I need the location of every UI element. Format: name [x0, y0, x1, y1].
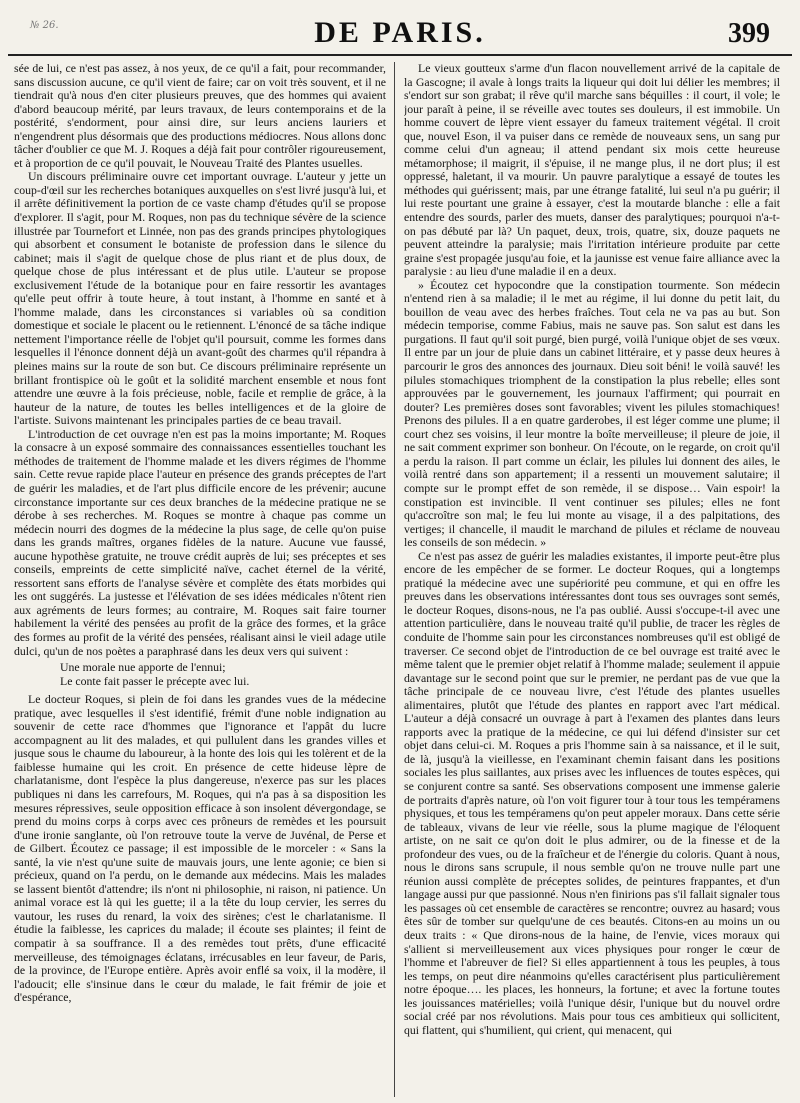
page-header	[8, 12, 792, 56]
paragraph: Ce n'est pas assez de guérir les maladies existantes, il importe peut-être plus encore de les empêcher de se former. Le docteur Roques, qui a longtemps pratiqué la médecine avec une supériorité peu commune, et qui en offre les preuves dans les observations intéressantes dont tous ses ouvrages sont semés, le docteur Roques, disons-nous, ne l'a pas oublié. Aussi s'occupe-t-il avec une attention particulière, dans le nouveau traité qu'il publie, de tracer les règles de conduite de l'homme sain pour les circonstances nombreuses qu'il est obligé de traverser. Ce second objet de l'introduction de ce bel ouvrage est traité avec le même talent que le premier objet relatif à l'homme malade; seulement il appuie davantage sur le second point que sur le premier, ne perdant pas de vue que la tâche principale de ce nouveau livre, c'est l'étude des plantes usuelles alimentaires, plutôt que l'étude des plantes en rapport avec l'art médical. L'auteur a déjà consacré un ouvrage à part à l'examen des plantes dans leurs rapports avec la pratique de la médecine, ce qui lui défend d'insister sur cet objet dans celui-ci. M. Roques a pris l'homme sain à sa naissance, et il le suit, de là, jusqu'à la vieillesse, en l'examinant chemin faisant dans les positions sociales les plus saillantes, aux prises avec les influences de toutes espèces, qui se conjurent contre sa santé. Ses observations composent une immense galerie de portraits d'après nature, où l'on voit figurer tour à tour tous les tempéramens physiques, et tous les tempéramens qu'on peut appeler moraux. Dans cette série de tableaux, vivans de leur vie réelle, sous la plume magique de l'éloquent artiste, on ne sait ce qu'on doit le plus admirer, ou de la finesse et de la profondeur des vues, ou de la fraîcheur et de l'énergie du coloris. Quant à nous, nous le dirons sans scrupule, il nous semble qu'on ne trouve nulle part une réunion aussi complète de préceptes solides, de peintures frappantes, et d'un langage aussi pur que passionné. Nous n'en finirions pas s'il fallait signaler tous les passages où cet ensemble de caractères se rencontre; ouvrez au hasard; vous êtes sûr de tomber sur quelqu'une de ces beautés. Citons-en au moins un ou deux traits : « Que dirons-nous de la haine, de l'envie, vices moraux qui s'allient si merveilleusement aux vices physiques pour ronger le cœur de l'homme et l'abreuver de fiel? Si elles appartiennent à tous les peuples, à tous les temps, on peut dire néanmoins qu'elles caractérisent plus particulièrement notre époque…. les places, les honneurs, la fortune; et avec la fortune toutes les jouissances matérielles; voilà l'unique désir, l'unique but du nouvel ordre social créé par nos révolutions. Mais pour tous ces ambitieux qui sollicitent, qui flattent, qui s'humilient, qui crient, qui menacent, qui	[404, 548, 780, 1037]
page-number: 399	[728, 18, 770, 49]
issue-number: № 26.	[30, 20, 59, 31]
masthead-title: DE PARIS.	[314, 16, 486, 49]
paragraph: Le docteur Roques, si plein de foi dans les grandes vues de la médecine pratique, avec lesquelles il s'est identifié, frémit d'une noble indignation au souvenir de cette race d'hommes que l'ignorance et l'appât du lucre accompagnent au lit des malades, et qui pullulent dans les grandes villes et jusque sous le chaume du laboureur, à la honte des lois qui les tolèrent et de la faiblesse humaine qui les croit. En présence de cette hideuse lèpre de charlatanisme, dont l'espèce la plus dangereuse, n'exerce pas sur les places publiques ni dans les carrefours, M. Roques, qui n'a pas à sa disposition les mesures répressives, seule opposition efficace à son insolent dévergondage, se prend du moins corps à corps avec ces prôneurs de remèdes et les poursuit d'une ironie sanglante, où l'on retrouve toute la verve de Juvénal, de Perse et de Gilbert. Écoutez ce passage; il est impossible de le morceler : « Sans la santé, la vie n'est qu'une suite de mauvais jours, une lente agonie; ce bien si précieux, quand on l'a perdu, on le demande aux médecins. Mais les malades se lassent bientôt d'attendre; ils n'ont ni philosophie, ni raison, ni patience. Un animal vorace est là qui les guette; il a la tête du loup cervier, les serres du vautour, les ruses du renard, la voix des sirènes; c'est le charlatanisme. Il étudie la faiblesse, les caprices du malade; il écoute ses plaintes; il feint de compatir à sa souffrance. Il a des remèdes tout prêts, d'une efficacité merveilleuse, des témoignages éclatans, irrécusables en leur faveur, de Paris, de la province, de l'Europe entière. Après avoir enflé sa voix, il la modère, il l'adoucit; elle s'insinue dans le cœur du malade, le fait frémir de joie et d'espérance,	[14, 692, 386, 1005]
column-divider	[394, 62, 395, 1097]
left-column	[14, 62, 386, 1097]
paragraph: Le vieux goutteux s'arme d'un flacon nouvellement arrivé de la capitale de la Gascogne; il avale à longs traits la liqueur qui doit lui délier les membres; il s'endort sur son grabat; il rêve qu'il marche sans béquilles : il court, il vole; le jour paraît à peine, il se réveille avec toutes ses douleurs, il est immobile. Un homme couvert de lèpre vient essayer du fameux traitement végétal. Il croit que, nouvel Eson, il va puiser dans ce remède de nouveaux sens, un sang pur comme celui d'un agneau; il attend pendant six mois cette heureuse métamorphose; il maigrit, il s'épuise, il ne mange plus, il ne dort plus; il est oppressé, haletant, il va mourir. Un pauvre paralytique a essayé de toutes les méthodes qui guérissent; mais, par une étrange fatalité, lui seul n'a pu guérir; il lui reste pourtant une graine à essayer, c'est la moutarde blanche : elle a fait entendre des sourds, parler des muets, danser des paralytiques; pourquoi n'a-t-on pas débuté par là? Un paquet, deux, trois, quatre, six, douze paquets ne peuvent atteindre la paralysie; mais l'irritation intérieure produite par cette graine s'est propagée jusqu'au foie, et la jaunisse est venue faire alliance avec la paralysie : au lieu d'une maladie il en a deux.	[404, 62, 780, 279]
right-column	[404, 62, 780, 1097]
paragraph: » Écoutez cet hypocondre que la constipation tourmente. Son médecin n'entend rien à sa maladie; il le met au régime, il lui donne du petit lait, du bouillon de veau avec des herbes fraîches. Tout cela ne va pas au but. Son médecin temporise, comme Fabius, mais ne sauve pas. Son salut est dans les purgations. Il faut qu'il soit purgé, bien purgé, voilà l'unique objet de ses vœux. Il entre par un jour de pluie dans un cabinet littéraire, et y passe deux heures à parcourir le gros des annonces des journaux. Dieu soit béni! le voilà sauvé! les pilules stomachiques triomphent de la constipation la plus rebelle; elles sont approuvées par le gouvernement, les journaux l'affirment; qui pourrait en douter? Les premières doses sont favorables; vivent les pilules stomachiques! Prenons des pilules. Il a en quatre garderobes, il est léger comme une plume; il court chez ses voisins, il leur montre la boîte merveilleuse; il pleure de joie, il ne sait comment exprimer son bonheur. On l'écoute, on le regarde, on croit qu'il a perdu la raison. Il part comme un éclair, les pilules lui donnent des ailes, le voilà rentré dans son appartement; il a ressenti un mouvement salutaire; il compte sur le prompt effet de son remède, il se dispose… Vain espoir! la constipation est invincible. Il vent continuer ses pilules; elles ne font qu'accroître son mal; le feu lui monte au visage, il a des palpitations, des vertiges; il chancelle, il maudit le marchand de pilules et réclame de nouveau les conseils de son médecin. »	[404, 277, 780, 550]
paragraph: L'introduction de cet ouvrage n'en est pas la moins importante; M. Roques la consacre à un exposé sommaire des connaissances essentielles touchant les méthodes de traitement de l'homme malade et les divers régimes de l'homme sain. Cette revue rapide place l'auteur en présence des grands préceptes de l'art de guérir les maladies, et de l'art plus difficile encore de les prévenir; aucune circonstance importante sur ces deux branches de la médecine pratique ne se dérobe à ses recherches. M. Roques se montre à chaque pas comme un médecin nourri des dogmes de la médecine la plus sage, de celle qu'on puise dans les grands maîtres, organes fidèles de la nature. Aucune vue faussé, aucune hypothèse gratuite, ne trouve crédit auprès de lui; ses préceptes et ses conseils, empreints de cette simplicité naïve, cachet éternel de la vérité, ressortent sans efforts de l'analyse sévère et complète des états morbides qui les ont suggérés. La justesse et l'élévation de ses idées médicales n'ôtent rien aux agréments de leurs formes; au contraire, M. Roques sait faire tourner habilement la vérité des pensées au profit de la grâce des formes, et la grâce des formes au profit de la vérité des pensées, réalisant ainsi le vieil adage utile dulci, qu'un de nos poètes a paraphrasé dans les deux vers qui suivent :	[14, 426, 386, 658]
verse-line: Une morale nue apporte de l'ennui;	[60, 660, 226, 675]
paragraph: Un discours préliminaire ouvre cet important ouvrage. L'auteur y jette un coup-d'œil sur les recherches botaniques auxquelles on s'est livré jusqu'à lui, et il arrête définitivement la portion de ce vaste champ d'études qu'il se propose d'explorer. Il s'agit, pour M. Roques, non pas du technique sévère de la science illustrée par Tournefort et Linnée, non pas des grands principes phytologiques qui absorbent et consument le botaniste de profession dans le silence du cabinet; mais il s'agit de quelque chose de plus riant et de plus doux, de quelque chose de plus intéressant et de plus utile. L'auteur se propose exclusivement l'étude de la botanique pour en faire ressortir les avantages qu'elle peut offrir à toute heure, à tout instant, à l'homme en santé et à l'homme malade, dans les circonstances si variables où sa condition domestique et sociale le placent ou le retiennent. L'énoncé de sa tâche indique nettement l'importance réelle de l'objet qu'il poursuit, comme les formes dans lesquelles il l'énonce donnent déjà un avant-goût des charmes qu'il répandra à pleines mains sur la route de son but. Ce discours préliminaire représente un brillant frontispice où le goût et la solidité marchent ensemble et nous font attendre une œuvre à la fois précieuse, noble, facile et remplie de grâce, à la hauteur de la nature, de toutes les belles intelligences et de la gloire de l'artiste. Suivons maintenant les principales parties de ce beau travail.	[14, 169, 386, 428]
verse-quote	[14, 661, 386, 688]
verse-line: Le conte fait passer le précepte avec lui.	[60, 673, 250, 688]
paragraph: sée de lui, ce n'est pas assez, à nos yeux, de ce qu'il a fait, pour recommander, sans discussion aucune, ce qu'il vient de faire; car on voit très souvent, et il ne tiendrait qu'à nous d'en citer plusieurs preuves, que des hommes qui avaient d'abord beaucoup mérité, par leurs travaux, de leurs contemporains et de la postérité, s'endorment, pour ainsi dire, sur leurs anciens lauriers et n'engendrent plus désormais que des productions médiocres. Nous allons donc tâcher d'oublier ce que M. J. Roques a déjà fait pour contrôler rigoureusement, et à proportion de ce qu'il pouvait, le Nouveau Traité des Plantes usuelles.	[14, 62, 386, 170]
